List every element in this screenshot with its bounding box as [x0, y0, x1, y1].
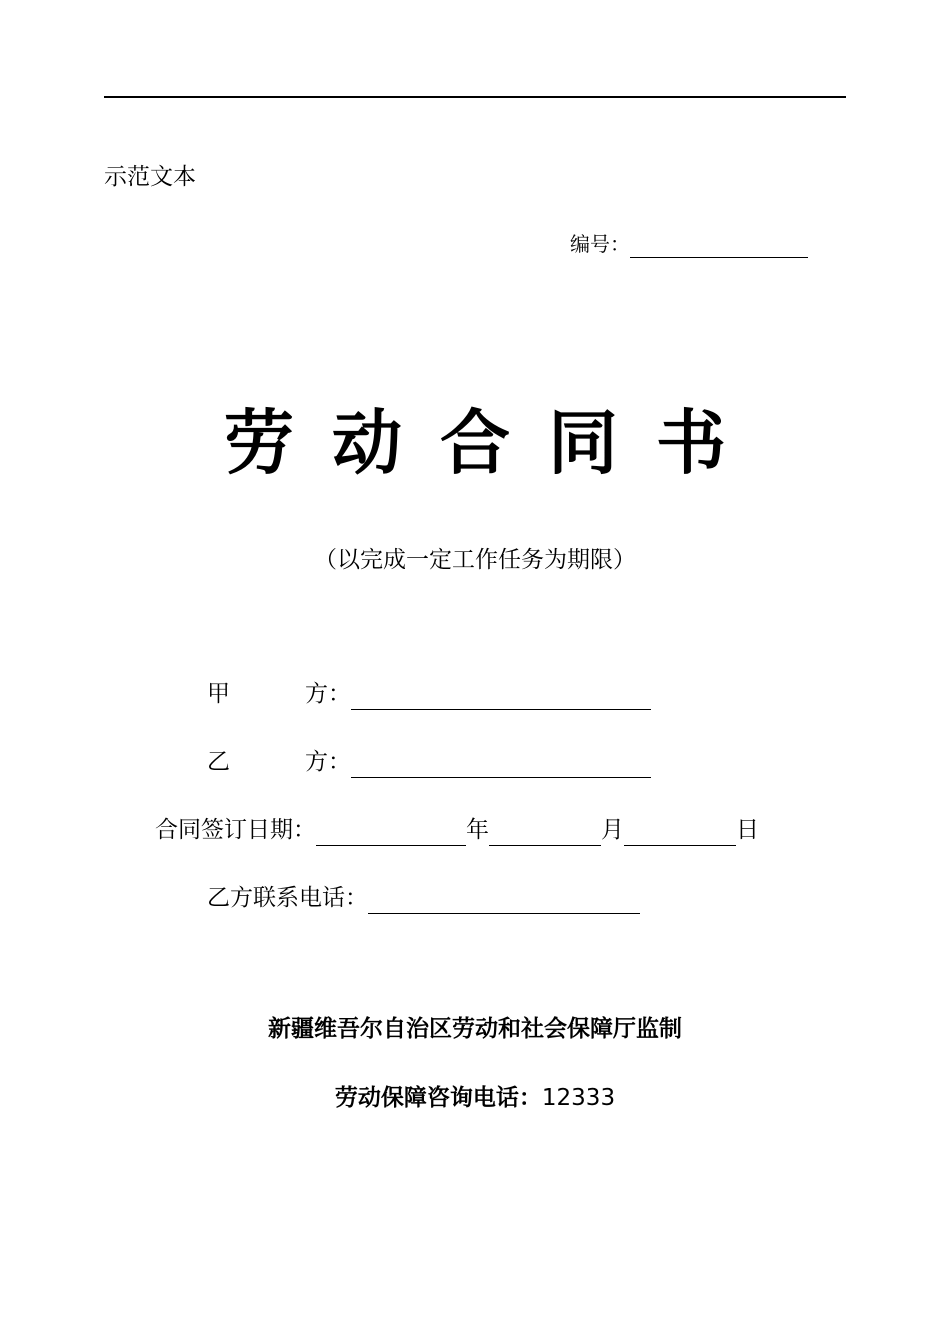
- document-title: 劳动合同书: [224, 401, 764, 484]
- document-subtitle: （以完成一定工作任务为期限）: [314, 547, 636, 573]
- sign-date-row: [155, 814, 759, 846]
- contract-number-blank[interactable]: [630, 235, 808, 258]
- contract-number-label: 编号：: [570, 232, 630, 256]
- month-label: 月: [601, 817, 624, 843]
- hotline-label: 劳动保障咨询电话：: [334, 1085, 542, 1111]
- contract-number-row: [570, 230, 808, 258]
- sign-date-label: 合同签订日期：: [155, 817, 316, 843]
- sample-text-label: 示范文本: [104, 164, 196, 190]
- hotline-line: [0, 1082, 950, 1114]
- party-a-char: 甲: [207, 681, 230, 707]
- party-b-label: 方：: [305, 749, 351, 775]
- day-label: 日: [736, 817, 759, 843]
- party-b-row: [207, 746, 651, 778]
- party-a-label: 方：: [305, 681, 351, 707]
- sign-day-blank[interactable]: [624, 819, 736, 846]
- party-b-blank[interactable]: [351, 751, 651, 778]
- party-b-char: 乙: [207, 749, 230, 775]
- hotline-number: 12333: [541, 1085, 616, 1111]
- party-b-phone-label: 乙方联系电话：: [207, 885, 368, 911]
- party-b-phone-row: [207, 882, 640, 914]
- sign-month-blank[interactable]: [489, 819, 601, 846]
- party-a-blank[interactable]: [351, 683, 651, 710]
- top-rule: [104, 96, 846, 98]
- party-a-row: [207, 678, 651, 710]
- party-b-phone-blank[interactable]: [368, 887, 640, 914]
- year-label: 年: [466, 817, 489, 843]
- issuer-line: 新疆维吾尔自治区劳动和社会保障厅监制: [268, 1016, 682, 1042]
- sign-year-blank[interactable]: [316, 819, 466, 846]
